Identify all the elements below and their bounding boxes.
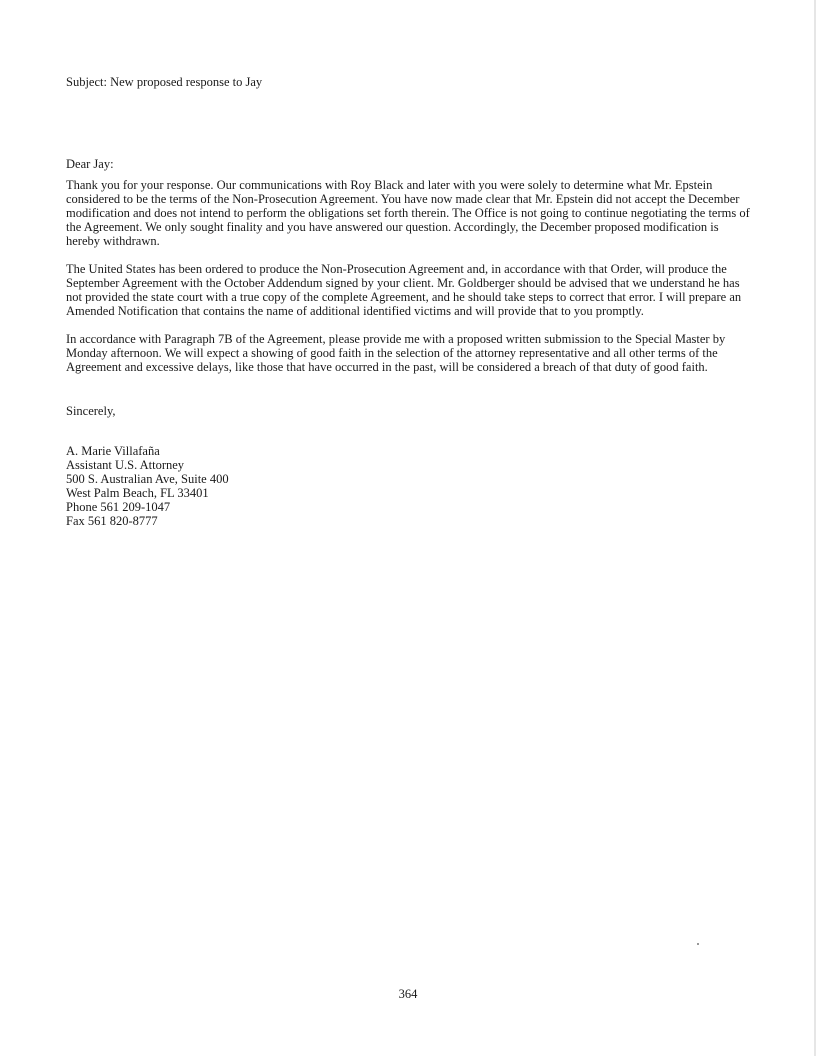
subject-line: Subject: New proposed response to Jay: [66, 75, 263, 89]
letter-body: [66, 178, 750, 388]
signature-block: [66, 444, 366, 528]
signer-title: Assistant U.S. Attorney: [66, 458, 185, 472]
closing: Sincerely,: [66, 404, 116, 418]
paragraph-special-master: In accordance with Paragraph 7B of the Agreement, please provide me with a proposed written submission to the Special Master by Monday afternoon. We will expect a showing of good faith in the selection of the attorney representative and all other terms of the Agreement and excessive delays, like those that have occurred in the past, will be considered a breach of that duty of good faith.: [66, 332, 726, 374]
fax-number: Fax 561 820-8777: [66, 514, 158, 528]
paragraph-production: The United States has been ordered to produce the Non-Prosecution Agreement and, in accordance with that Order, will produce the September Agreement with the October Addendum signed by your client. Mr. Goldberger should be advised that we understand he has not provided the state court with a true copy of the complete Agreement, and he should take steps to correct that error. I will prepare an Amended Notification that contains the name of additional identified victims and will provide that to you promptly.: [66, 262, 742, 318]
address-line-2: West Palm Beach, FL 33401: [66, 486, 209, 500]
phone-number: Phone 561 209-1047: [66, 500, 171, 514]
signer-name: A. Marie Villafaña: [66, 444, 160, 458]
scan-speck: [697, 943, 699, 945]
address-line-1: 500 S. Australian Ave, Suite 400: [66, 472, 229, 486]
salutation: Dear Jay:: [66, 157, 114, 171]
paragraph-response: Thank you for your response. Our communications with Roy Black and later with you were solely to determine what Mr. Epstein considered to be the terms of the Non-Prosecution Agreement. You have now made clear that Mr. Epstein did not accept the December modification and does not intend to perform the obligations set forth therein. The Office is not going to continue negotiating the terms of the Agreement. We only sought finality and you have answered our question. Accordingly, the December proposed modification is hereby withdrawn.: [66, 178, 750, 248]
page-number: 364: [398, 987, 418, 1001]
